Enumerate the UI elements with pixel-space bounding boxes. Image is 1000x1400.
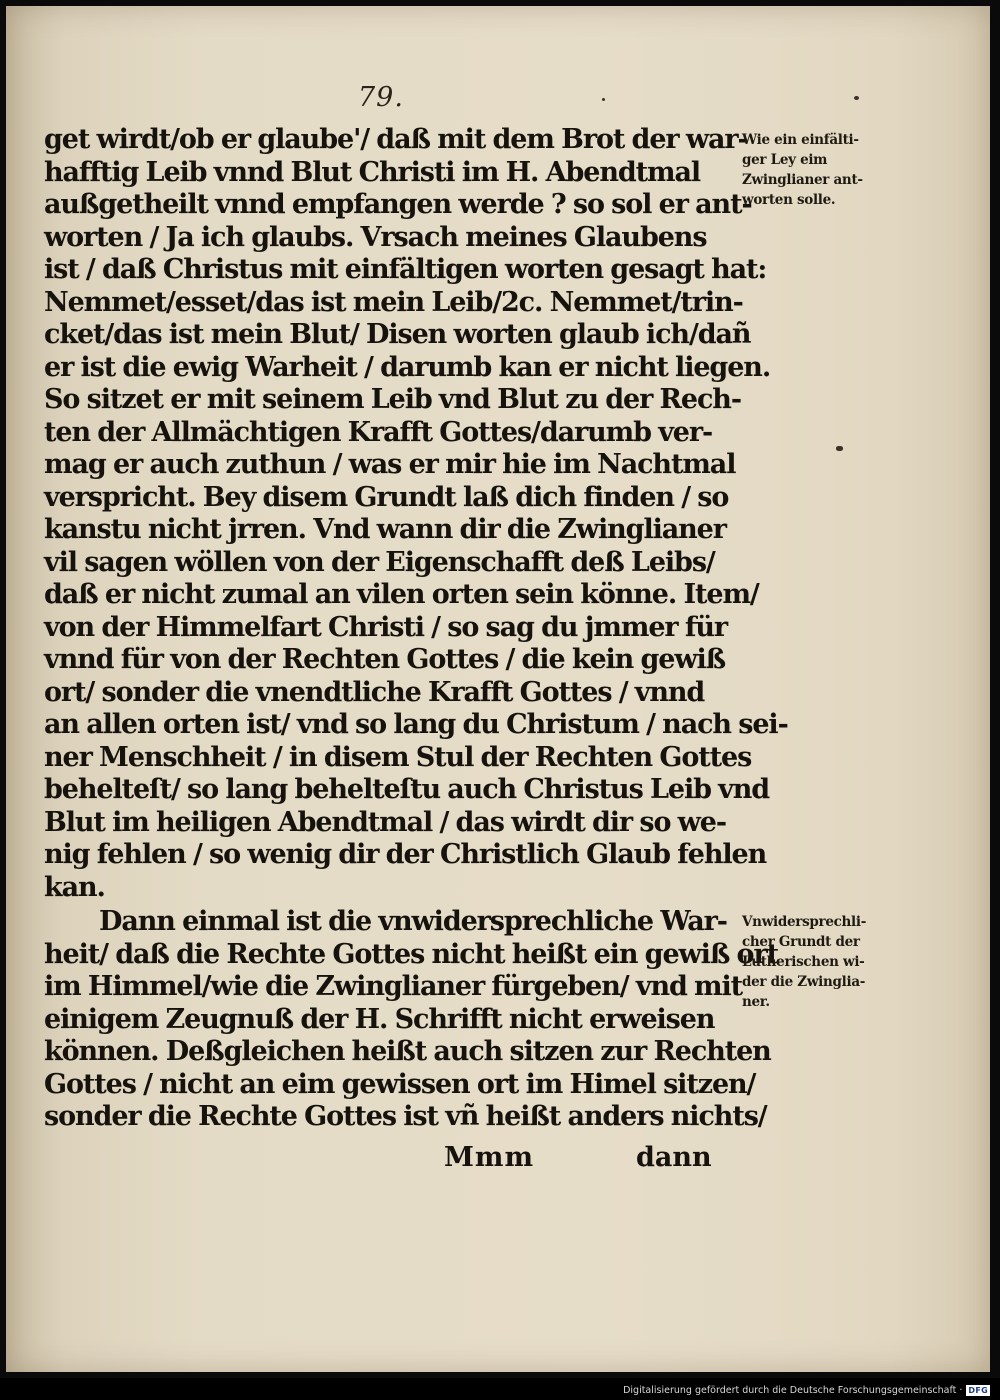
digitization-credit <box>623 1383 990 1397</box>
note-line: Lutherischen wi- <box>742 954 865 970</box>
note-line: worten solle. <box>742 192 836 208</box>
note-line: der die Zwinglia- <box>742 974 866 990</box>
text-line: im Himmel/wie die Zwinglianer fürgeben/ vnd mit <box>44 971 743 1002</box>
note-line: ger Ley eim <box>742 152 828 168</box>
ink-speck <box>836 446 843 451</box>
text-line: mag er auch zuthun / was er mir hie im Nachtmal <box>44 449 736 480</box>
text-line: worten / Ja ich glaubs. Vrsach meines Glaubens <box>44 221 707 253</box>
signature-mark: Mmm <box>444 1142 535 1173</box>
text-line: Gottes / nicht an eim gewissen ort im Himel sitzen/ <box>44 1068 756 1100</box>
marginal-note-1 <box>742 130 892 210</box>
text-line: ner Menschheit / in disem Stul der Rechten Gottes <box>44 741 752 773</box>
ink-speck <box>602 98 605 101</box>
text-line: können. Deßgleichen heißt auch sitzen zur Rechten <box>44 1036 771 1067</box>
text-line: vil sagen wöllen von der Eigenschafft deß Leibs/ <box>44 546 715 578</box>
text-line: So sitzet er mit seinem Leib vnd Blut zu der Rech- <box>44 384 741 415</box>
text-line: von der Himmelfart Christi / so sag du jmmer für <box>44 611 728 643</box>
book-page <box>6 6 990 1372</box>
note-line: Wie ein einfälti- <box>742 132 859 148</box>
text-line: Dann einmal ist die vnwidersprechliche War- <box>99 906 727 937</box>
text-line: daß er nicht zumal an vilen orten sein könne. Item/ <box>44 579 759 610</box>
text-line: get wirdt/ob er glaube'/ daß mit dem Brot der war- <box>44 124 748 155</box>
text-line: an allen orten ist/ vnd so lang du Christum / nach sei- <box>44 709 788 740</box>
text-line: einigem Zeugnuß der H. Schrifft nicht erweisen <box>44 1003 715 1035</box>
text-line: hafftig Leib vnnd Blut Christi im H. Abendtmal <box>44 156 701 188</box>
page-number: 79. <box>358 82 404 113</box>
marginal-note-2 <box>742 912 892 1012</box>
note-line: cher Grundt der <box>742 934 860 950</box>
text-line: ist / daß Christus mit einfältigen worten gesagt hat: <box>44 254 767 285</box>
text-line: cket/das ist mein Blut/ Disen worten glaub ich/dañ <box>44 319 751 350</box>
dfg-logo-icon: DFG <box>968 1385 988 1395</box>
catchword: dann <box>636 1142 712 1173</box>
note-line: ner. <box>742 994 770 1010</box>
text-line: verspricht. Bey disem Grundt laß dich finden / so <box>44 481 729 513</box>
text-line: Nemmet/esset/das ist mein Leib/2c. Nemmet/trin- <box>44 286 743 318</box>
text-line: Blut im heiligen Abendtmal / das wirdt dir so we- <box>44 806 726 838</box>
note-line: Zwinglianer ant- <box>742 172 863 188</box>
text-line: behelteſt/ so lang behelteſtu auch Christus Leib vnd <box>44 774 770 805</box>
page-footer <box>44 1140 734 1176</box>
text-line: ten der Allmächtigen Krafft Gottes/darumb ver- <box>44 416 713 448</box>
text-line: er ist die ewig Warheit / darumb kan er nicht liegen. <box>44 351 771 383</box>
note-line: Vnwidersprechli- <box>742 914 867 930</box>
main-text-paragraph-2 <box>44 906 778 1134</box>
text-line: kan. <box>44 871 105 903</box>
text-line: kanstu nicht jrren. Vnd wann dir die Zwinglianer <box>44 514 726 545</box>
ink-speck <box>854 96 859 100</box>
credit-text: Digitalisierung gefördert durch die Deutsche Forschungsgemeinschaft · <box>623 1384 963 1396</box>
text-line: sonder die Rechte Gottes ist vñ heißt anders nichts/ <box>44 1101 767 1132</box>
text-line: vnnd für von der Rechten Gottes / die kein gewiß <box>44 644 726 675</box>
text-line: außgetheilt vnnd empfangen werde ? so sol er ant- <box>44 189 752 220</box>
text-line: ort/ sonder die vnendtliche Krafft Gottes / vnnd <box>44 676 705 708</box>
text-line: heit/ daß die Rechte Gottes nicht heißt ein gewiß ort <box>44 938 778 970</box>
text-line: nig fehlen / so wenig dir der Christlich Glaub fehlen <box>44 839 767 870</box>
